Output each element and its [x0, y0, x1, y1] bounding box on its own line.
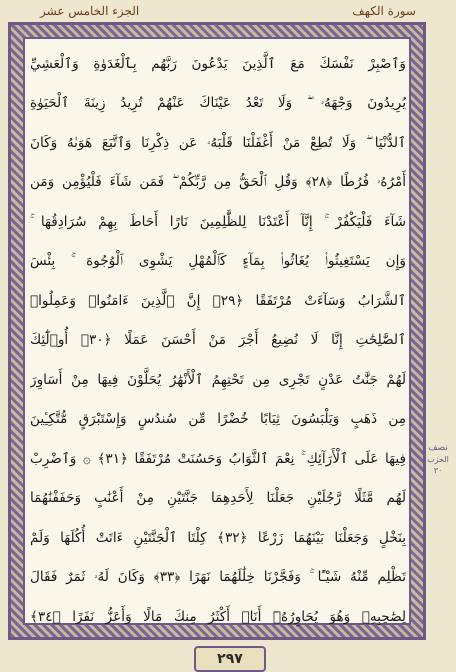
verse-line-8: ٱلصَّٰلِحَٰتِ إِنَّا لَا نُضِيعُ أَجْرَ مَنْ أَحْسَنَ عَمَلًا ﴿٣٠﴾ أُو۟لَٰٓئِكَ [30, 332, 406, 349]
hizb-label: الحزب [427, 454, 449, 464]
verse-line-14: تَظْلِم مِّنْهُ شَيْـًٔا ۚ وَفَجَّرْنَا خِلَٰلَهُمَا نَهَرًا ﴿٣٣﴾ وَكَانَ لَهُۥ ثَمَرٌ فَقَالَ [30, 569, 406, 586]
hizb-marker [424, 434, 452, 484]
verse-line-4: أَمْرُهُۥ فُرُطًا ﴿٢٨﴾ وَقُلِ ٱلْحَقُّ مِن رَّبِّكُمْ ۖ فَمَن شَآءَ فَلْيُؤْمِن وَمَن [30, 174, 406, 191]
verse-line-6: وَإِن يَسْتَغِيثُوا۟ يُغَاثُوا۟ بِمَآءٍ كَٱلْمُهْلِ يَشْوِى ٱلْوُجُوهَ ۚ بِئْسَ [30, 253, 406, 270]
page-number [194, 646, 266, 672]
verse-lines [30, 44, 406, 634]
verse-line-9: لَهُمْ جَنَّٰتُ عَدْنٍ تَجْرِى مِن تَحْتِهِمُ ٱلْأَنْهَٰرُ يُحَلَّوْنَ فِيهَا مِنْ أَسَاوِرَ [30, 371, 406, 388]
verse-line-5: شَآءَ فَلْيَكْفُرْ ۚ إِنَّآ أَعْتَدْنَا لِلظَّٰلِمِينَ نَارًا أَحَاطَ بِهِمْ سُرَادِقُهَا ۚ [30, 213, 406, 230]
verse-line-7: ٱلشَّرَابُ وَسَآءَتْ مُرْتَفَقًا ﴿٢٩﴾ إِنَّ ٱلَّذِينَ ءَامَنُوا۟ وَعَمِلُوا۟ [30, 292, 406, 309]
hizb-number: ٣٠ [433, 465, 443, 475]
verse-line-12: لَهُم مَّثَلًا رَّجُلَيْنِ جَعَلْنَا لِأَحَدِهِمَا جَنَّتَيْنِ مِنْ أَعْنَٰبٍ وَحَفَفْنَٰهُمَا [30, 490, 406, 507]
verse-line-3: ٱلدُّنْيَا ۖ وَلَا تُطِعْ مَنْ أَغْفَلْنَا قَلْبَهُۥ عَن ذِكْرِنَا وَٱتَّبَعَ هَوَىٰهُ وَكَانَ [30, 134, 406, 151]
surah-title: سورة الكهف [352, 4, 416, 18]
verse-line-13: بِنَخْلٍ وَجَعَلْنَا بَيْنَهُمَا زَرْعًا ﴿٣٢﴾ كِلْتَا ٱلْجَنَّتَيْنِ ءَاتَتْ أُكُلَهَا وَلَمْ [30, 529, 406, 546]
page-header [0, 0, 456, 22]
verse-line-15: لِصَٰحِبِهِۦ وَهُوَ يُحَاوِرُهُۥٓ أَنَا۠ أَكْثَرُ مِنكَ مَالًا وَأَعَزُّ نَفَرًا ﴿٣٤﴾ [30, 608, 406, 625]
verse-line-11: فِيهَا عَلَى ٱلْأَرَآئِكِ ۚ نِعْمَ ٱلثَّوَابُ وَحَسُنَتْ مُرْتَفَقًا ﴿٣١﴾ ۞ وَٱضْرِبْ [30, 450, 406, 467]
juz-title: الجزء الخامس عشر [40, 4, 140, 18]
verse-line-2: يُرِيدُونَ وَجْهَهُۥ ۖ وَلَا تَعْدُ عَيْنَاكَ عَنْهُمْ تُرِيدُ زِينَةَ ٱلْحَيَوٰةِ [30, 95, 406, 112]
hizb-fraction: نصف [428, 442, 448, 453]
verse-line-10: مِن ذَهَبٍ وَيَلْبَسُونَ ثِيَابًا خُضْرًا مِّن سُندُسٍ وَإِسْتَبْرَقٍ مُّتَّكِـِٔينَ [30, 411, 406, 428]
verse-line-1: وَٱصْبِرْ نَفْسَكَ مَعَ ٱلَّذِينَ يَدْعُونَ رَبَّهُم بِٱلْغَدَوٰةِ وَٱلْعَشِيِّ [30, 55, 406, 72]
page-number-text: ٢٩٧ [217, 651, 243, 667]
